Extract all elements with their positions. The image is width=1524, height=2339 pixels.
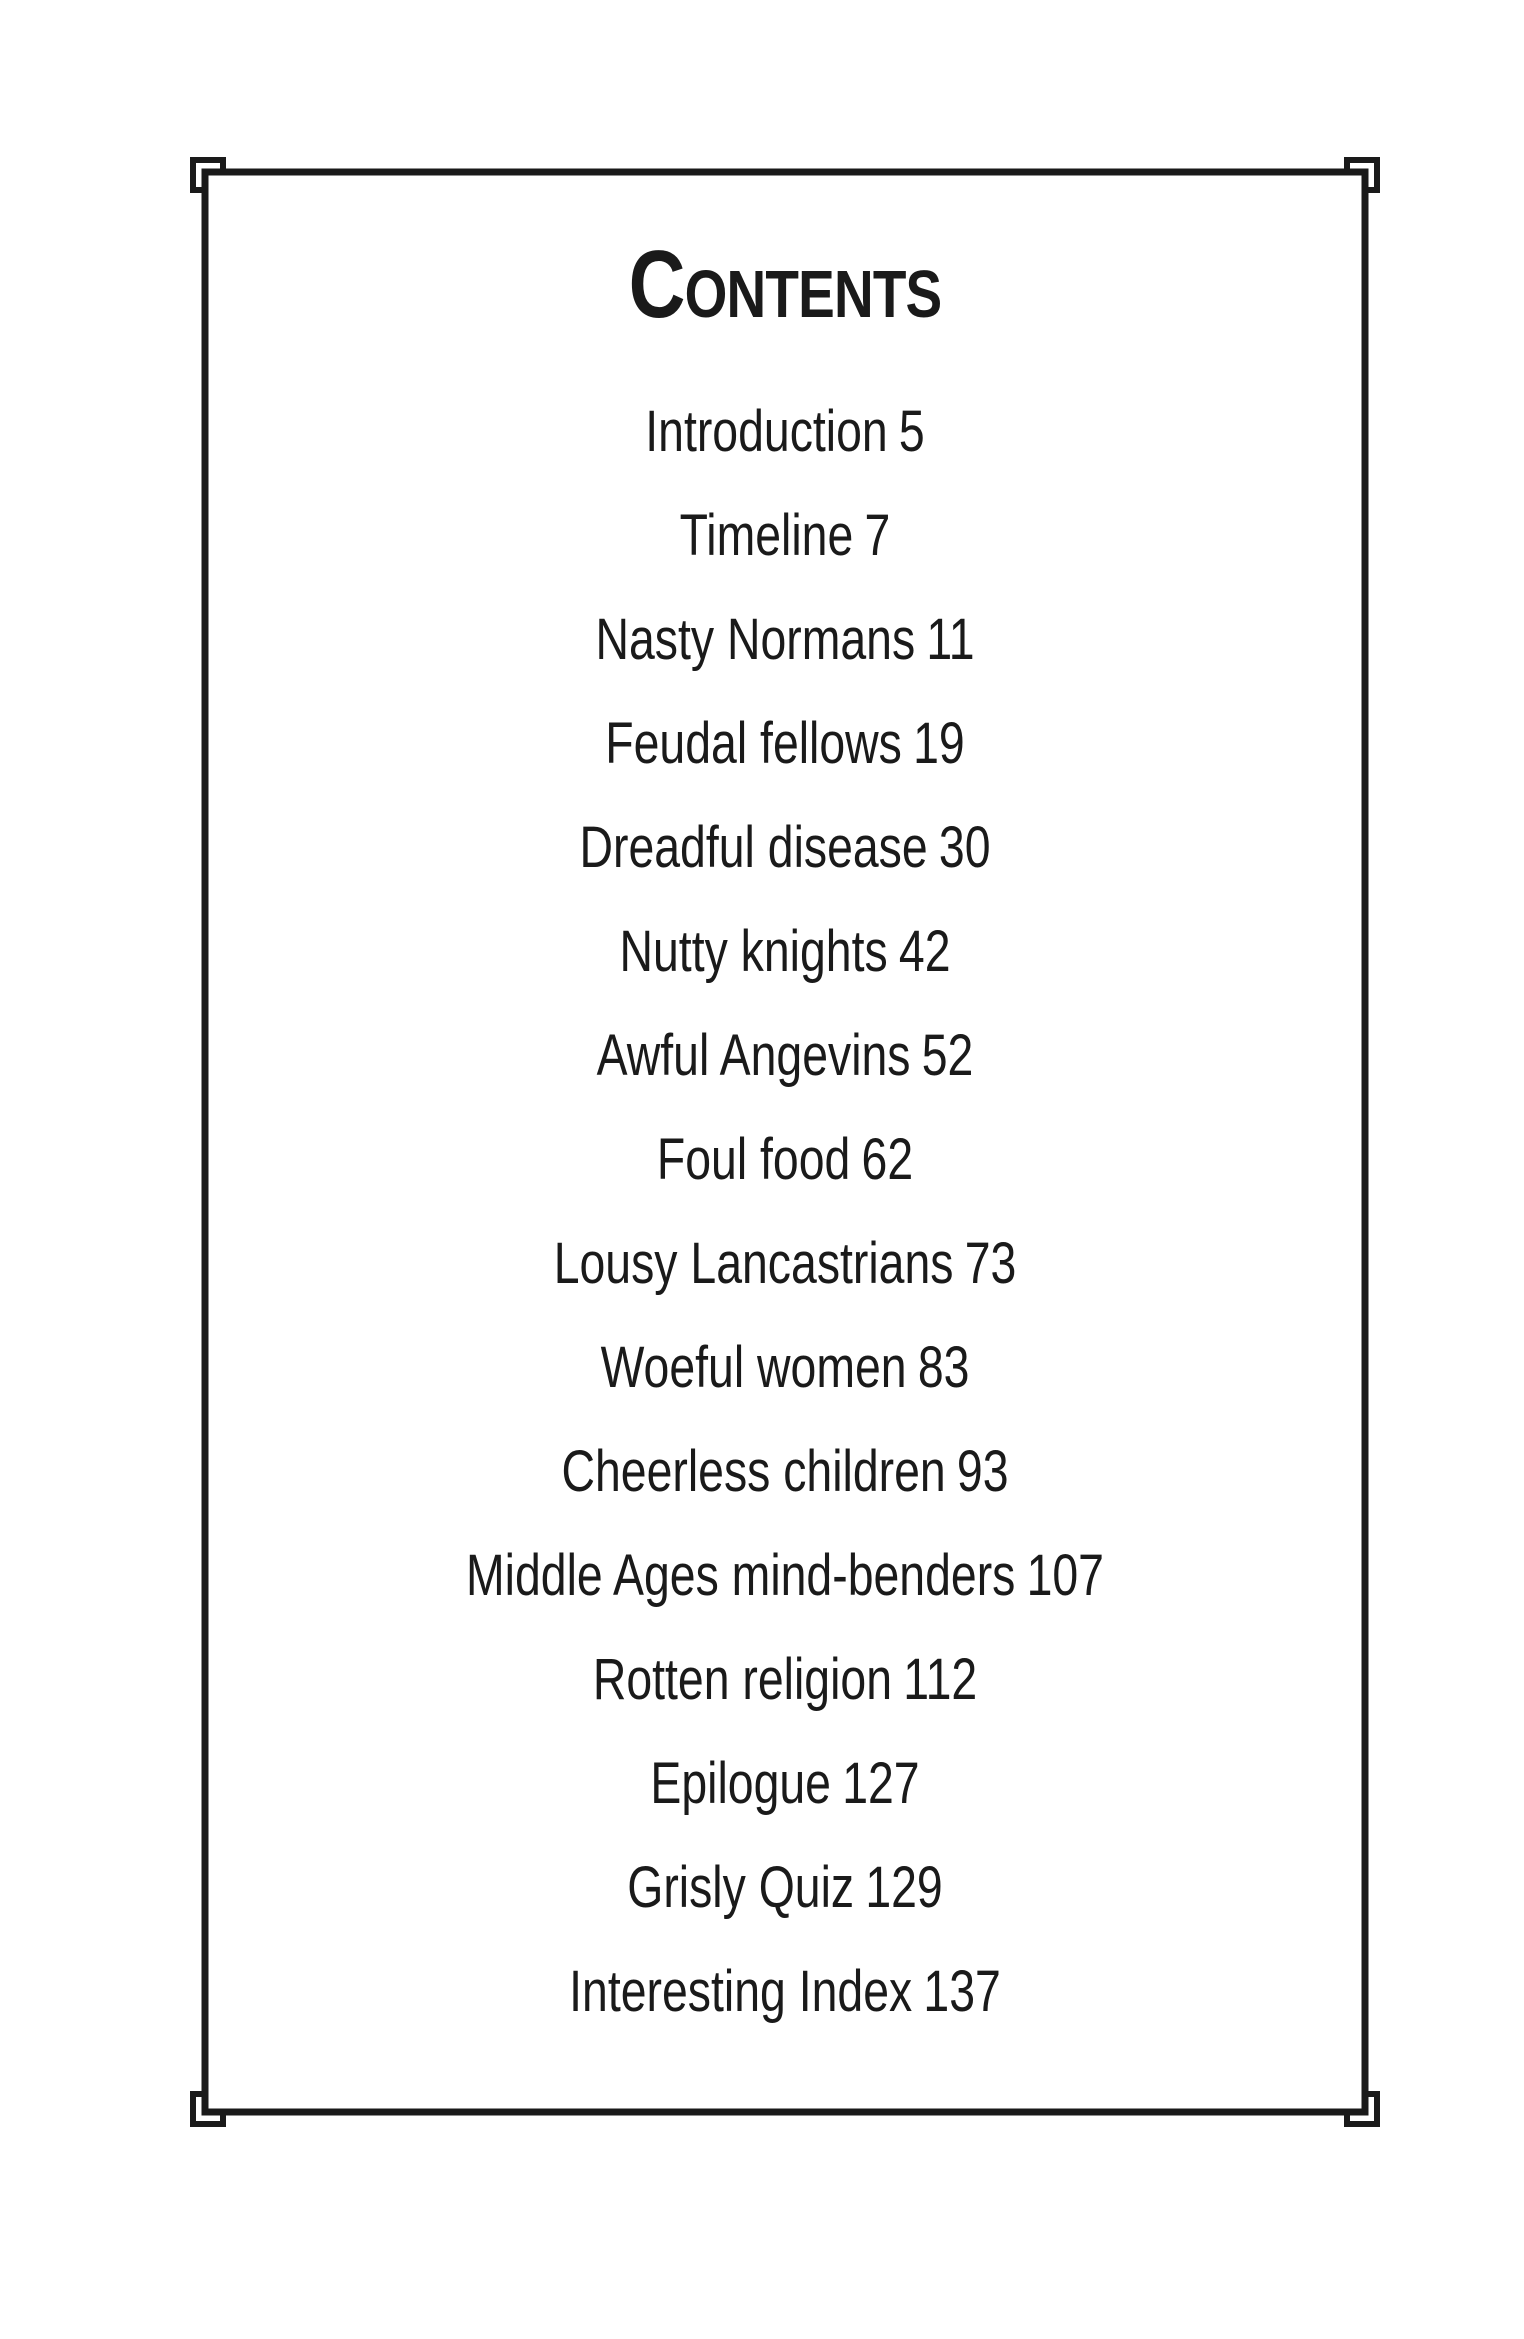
toc-label: Epilogue (650, 1751, 831, 1816)
toc-page-number: 11 (926, 607, 975, 672)
toc-entry-foul-food[interactable] (321, 1108, 1249, 1212)
toc-entry-feudal-fellows[interactable] (321, 692, 1249, 796)
toc-page-number: 112 (903, 1647, 978, 1712)
toc-label: Nasty Normans (595, 607, 916, 672)
toc-label: Nutty knights (619, 919, 888, 984)
toc-label: Feudal fellows (605, 711, 902, 776)
toc-label: Introduction (645, 399, 888, 464)
toc-page-number: 93 (956, 1439, 1009, 1504)
table-of-contents (205, 380, 1365, 2044)
toc-label: Foul food (656, 1127, 851, 1192)
toc-label: Timeline (679, 503, 854, 568)
toc-label: Interesting Index (569, 1959, 913, 2024)
toc-entry-epilogue[interactable] (321, 1732, 1249, 1836)
toc-entry-dreadful-disease[interactable] (321, 796, 1249, 900)
page-title: Contents (628, 231, 942, 338)
toc-label: Rotten religion (592, 1647, 893, 1712)
toc-page-number: 7 (864, 503, 891, 568)
toc-page-number: 42 (898, 919, 951, 984)
contents-panel (205, 160, 1365, 2044)
toc-entry-middle-ages-mind-benders[interactable] (321, 1524, 1249, 1628)
toc-label: Cheerless children (561, 1439, 946, 1504)
toc-page-number: 73 (964, 1231, 1017, 1296)
toc-entry-nasty-normans[interactable] (321, 588, 1249, 692)
toc-entry-grisly-quiz[interactable] (321, 1836, 1249, 1940)
toc-page-number: 30 (938, 815, 991, 880)
toc-entry-awful-angevins[interactable] (321, 1004, 1249, 1108)
toc-entry-introduction[interactable] (321, 380, 1249, 484)
toc-entry-interesting-index[interactable] (321, 1940, 1249, 2044)
toc-page-number: 19 (913, 711, 965, 776)
toc-entry-timeline[interactable] (321, 484, 1249, 588)
toc-entry-nutty-knights[interactable] (321, 900, 1249, 1004)
toc-page-number: 5 (898, 399, 925, 464)
toc-page-number: 62 (861, 1127, 914, 1192)
toc-page-number: 137 (923, 1959, 1001, 2024)
toc-page-number: 52 (921, 1023, 974, 1088)
toc-page-number: 129 (865, 1855, 943, 1920)
toc-entry-rotten-religion[interactable] (321, 1628, 1249, 1732)
toc-label: Middle Ages mind-benders (466, 1543, 1016, 1608)
toc-page-number: 107 (1026, 1543, 1104, 1608)
toc-label: Awful Angevins (596, 1023, 911, 1088)
toc-label: Dreadful disease (579, 815, 928, 880)
toc-page-number: 127 (842, 1751, 920, 1816)
toc-label: Woeful women (600, 1335, 907, 1400)
toc-entry-lousy-lancastrians[interactable] (321, 1212, 1249, 1316)
toc-label: Grisly Quiz (627, 1855, 855, 1920)
toc-label: Lousy Lancastrians (553, 1231, 954, 1296)
toc-entry-cheerless-children[interactable] (321, 1420, 1249, 1524)
toc-page-number: 83 (917, 1335, 970, 1400)
toc-entry-woeful-women[interactable] (321, 1316, 1249, 1420)
